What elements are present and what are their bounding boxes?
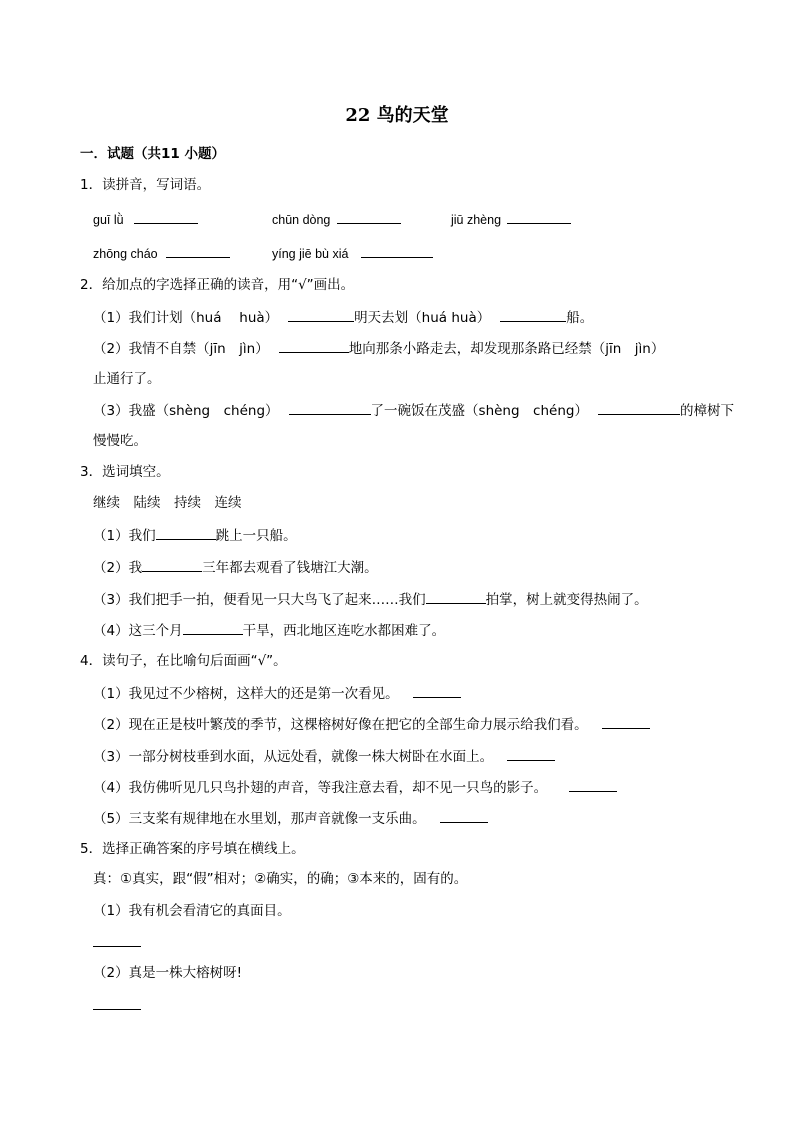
q3-word-bank: 继续 陆续 持续 连续 [93, 495, 242, 511]
answer-blank[interactable] [361, 243, 433, 258]
pinyin-label: guī lǜ [93, 213, 124, 227]
answer-blank[interactable] [183, 620, 243, 635]
q3-stem: 3．选词填空。 [80, 464, 170, 480]
q2-sentence-3: （3）我盛（shèng chéng） 了一碗饭在茂盛（shèng chéng） 的樟树下 [93, 400, 734, 420]
page-title: 22 鸟的天堂 [345, 105, 449, 126]
q5-definition: 真：①真实，跟“假”相对；②确实，的确；③本来的，固有的。 [93, 871, 468, 887]
answer-blank[interactable] [166, 243, 230, 258]
q4-sentence-4: （4）我仿佛听见几只鸟扑翅的声音，等我注意去看，却不见一只鸟的影子。 [93, 777, 617, 797]
q3-sentence-2: （2）我 三年都去观看了钱塘江大潮。 [93, 557, 378, 577]
q4-sentence-1: （1）我见过不少榕树，这样大的还是第一次看见。 [93, 683, 461, 703]
q2-sentence-2: （2）我情不自禁（jīn jìn） 地向那条小路走去，却发现那条路已经禁（jīn jìn） [93, 338, 664, 358]
q4-sentence-2: （2）现在正是枝叶繁茂的季节，这棵榕树好像在把它的全部生命力展示给我们看。 [93, 714, 650, 734]
q2-stem: 2．给加点的字选择正确的读音，用“√”画出。 [80, 277, 355, 293]
q3-sentence-3: （3）我们把手一拍，便看见一只大鸟飞了起来……我们 拍掌，树上就变得热闹了。 [93, 589, 648, 609]
q3-sentence-1: （1）我们 跳上一只船。 [93, 525, 297, 545]
answer-blank[interactable] [507, 209, 571, 224]
q5-answer-line-2 [93, 995, 141, 1015]
answer-blank[interactable] [134, 209, 198, 224]
answer-blank[interactable] [598, 400, 680, 415]
q1-stem: 1．读拼音，写词语。 [80, 177, 211, 193]
q1-item-2 [272, 209, 401, 229]
answer-blank[interactable] [288, 307, 354, 322]
q1-item-3 [451, 209, 571, 229]
answer-blank[interactable] [279, 338, 349, 353]
answer-blank[interactable] [337, 209, 401, 224]
pinyin-label: jiū zhèng [451, 213, 502, 227]
q2-sentence-3-cont: 慢慢吃。 [93, 433, 147, 449]
q5-stem: 5．选择正确答案的序号填在横线上。 [80, 841, 305, 857]
answer-blank[interactable] [156, 525, 216, 540]
q4-sentence-3: （3）一部分树枝垂到水面，从远处看，就像一株大树卧在水面上。 [93, 746, 555, 766]
answer-blank[interactable] [569, 777, 617, 792]
answer-blank[interactable] [289, 400, 371, 415]
section-heading: 一．试题（共11 小题） [80, 146, 225, 162]
answer-blank[interactable] [93, 995, 141, 1010]
pinyin-label: zhōng cháo [93, 247, 158, 261]
pinyin-label: chūn dòng [272, 213, 331, 227]
answer-blank[interactable] [426, 589, 486, 604]
q2-sentence-2-cont: 止通行了。 [93, 371, 161, 387]
answer-blank[interactable] [500, 307, 566, 322]
q4-stem: 4．读句子，在比喻句后面画“√”。 [80, 653, 287, 669]
answer-blank[interactable] [413, 683, 461, 698]
q1-item-4 [93, 243, 230, 263]
q5-sentence-1: （1）我有机会看清它的真面目。 [93, 903, 291, 919]
q3-sentence-4: （4）这三个月 干旱，西北地区连吃水都困难了。 [93, 620, 445, 640]
q4-sentence-5: （5）三支桨有规律地在水里划，那声音就像一支乐曲。 [93, 808, 488, 828]
answer-blank[interactable] [93, 932, 141, 947]
q1-item-5 [272, 243, 433, 263]
answer-blank[interactable] [507, 746, 555, 761]
answer-blank[interactable] [142, 557, 202, 572]
q5-sentence-2: （2）真是一株大榕树呀! [93, 965, 243, 981]
q2-sentence-1: （1）我们计划（huá huà） 明天去划（huá huà） 船。 [93, 307, 593, 327]
q5-answer-line-1 [93, 932, 141, 952]
answer-blank[interactable] [602, 714, 650, 729]
pinyin-label: yíng jiē bù xiá [272, 247, 349, 261]
q1-item-1 [93, 209, 198, 229]
answer-blank[interactable] [440, 808, 488, 823]
